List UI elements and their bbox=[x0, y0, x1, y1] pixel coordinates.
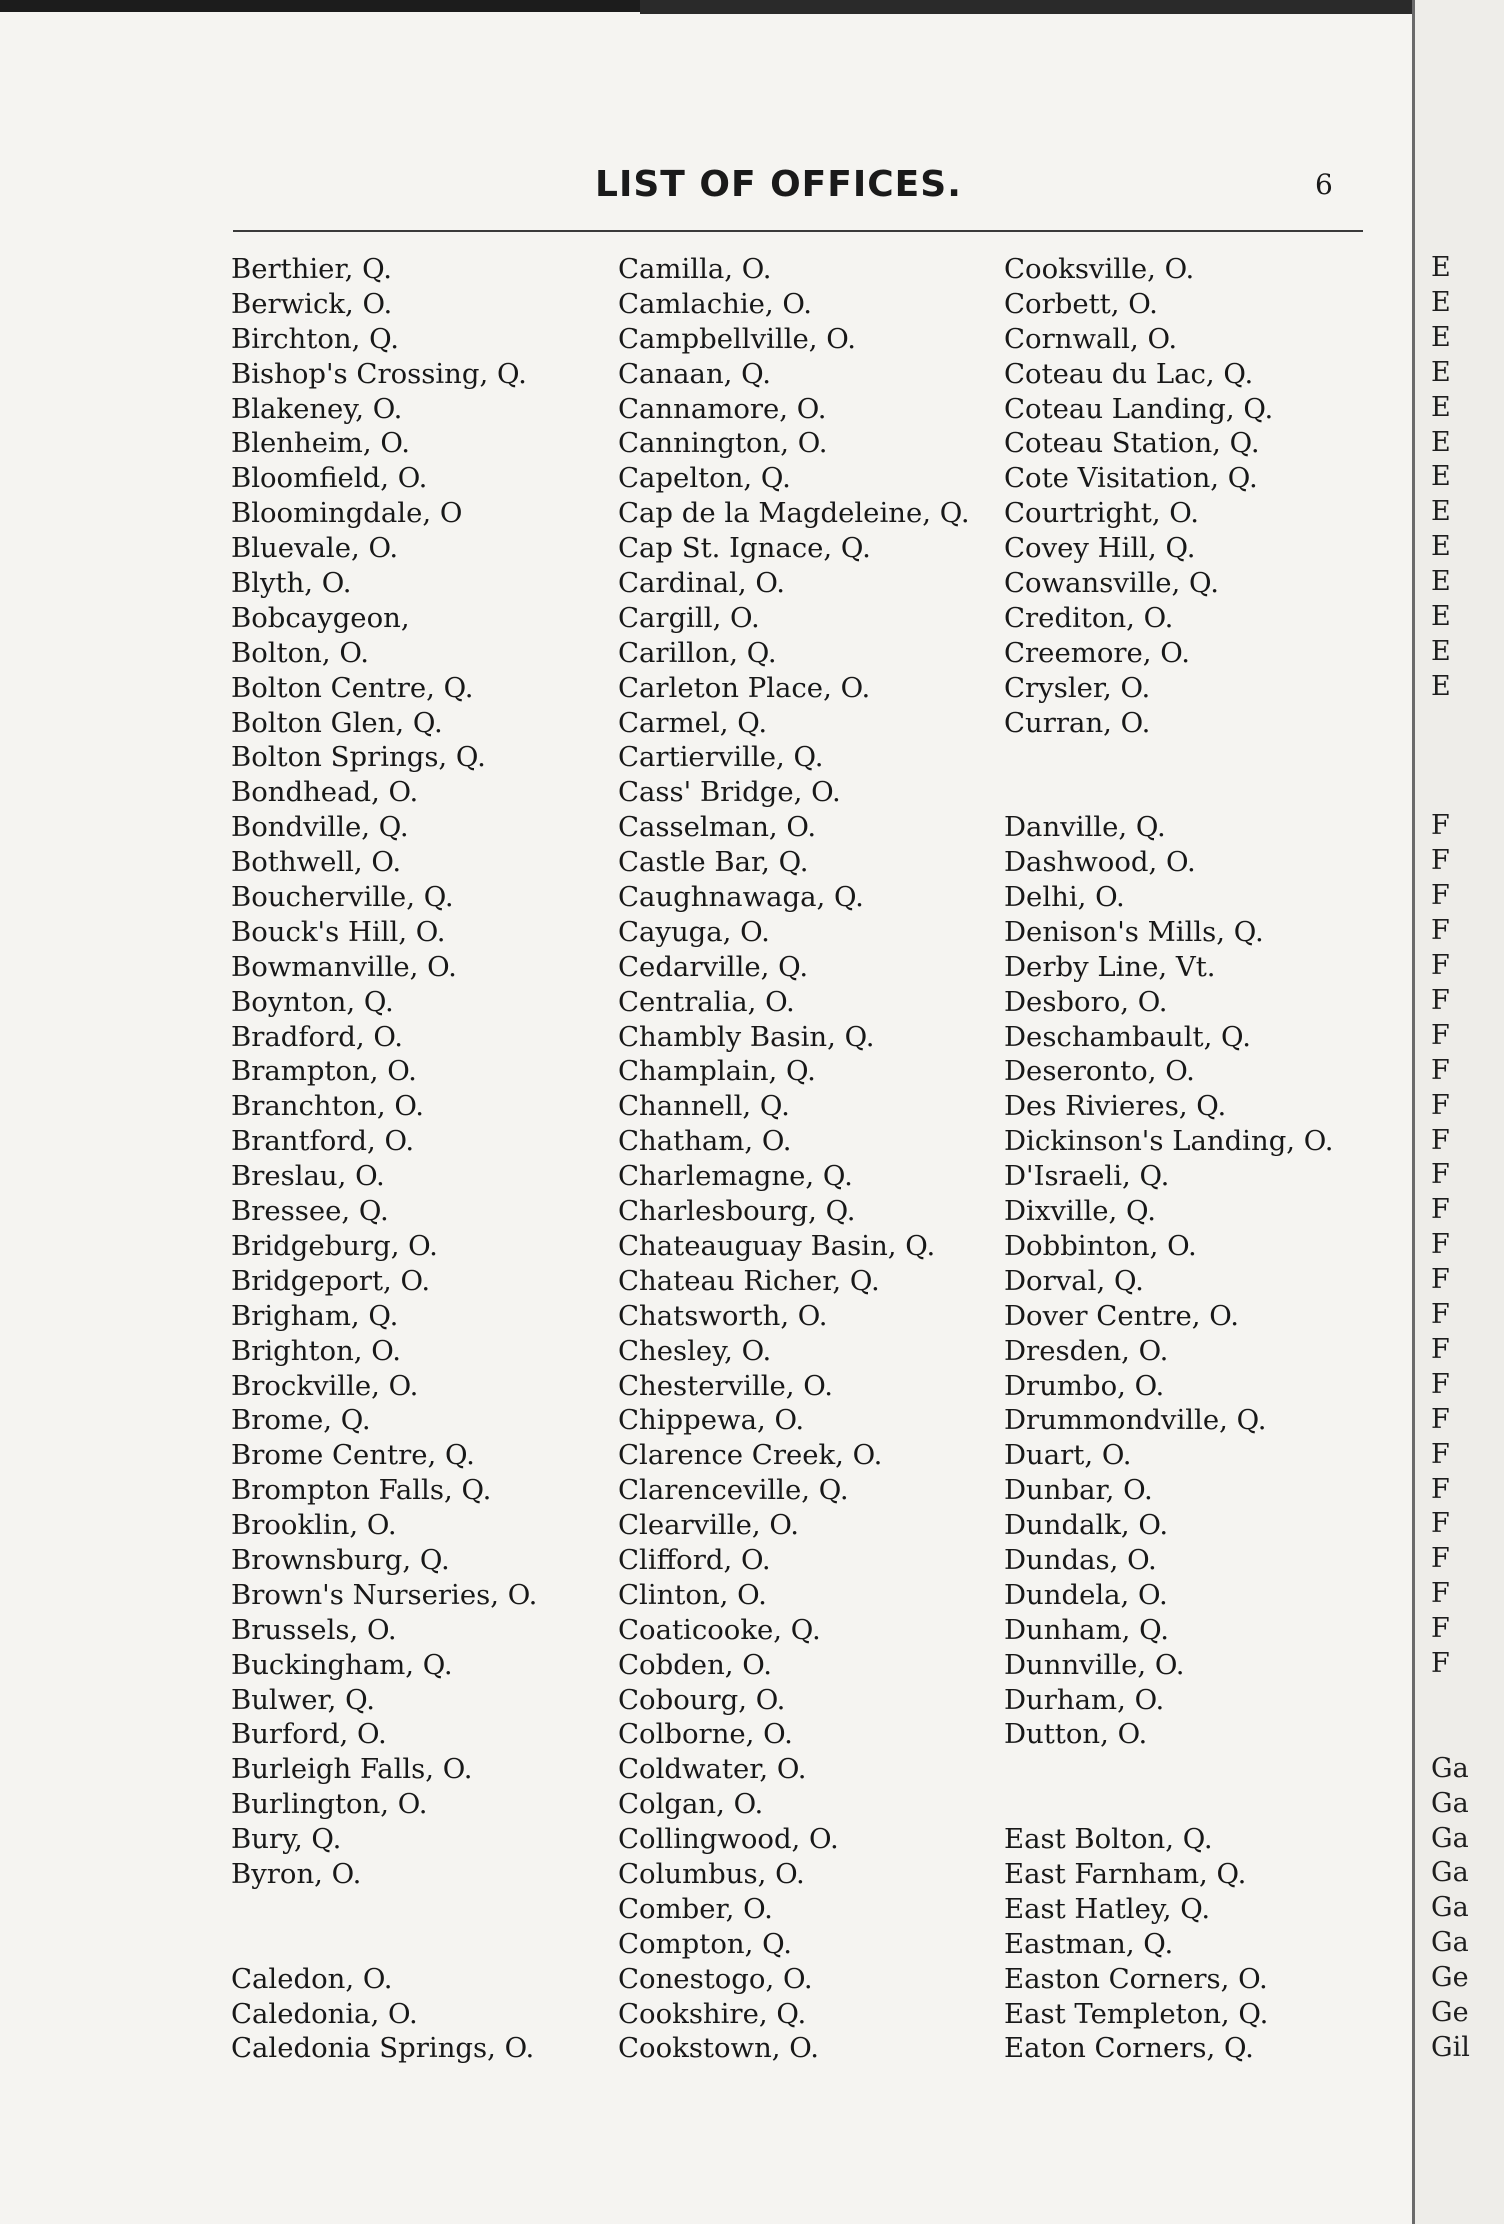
next-page-fragment: E bbox=[1431, 356, 1451, 388]
office-entry: Deseronto, O. bbox=[1004, 1055, 1195, 1088]
office-entry: Chambly Basin, Q. bbox=[618, 1020, 875, 1053]
office-entry: Blyth, O. bbox=[231, 567, 352, 600]
office-entry: Clinton, O. bbox=[618, 1578, 767, 1611]
office-entry: Chateauguay Basin, Q. bbox=[618, 1229, 936, 1262]
next-page-fragment: E bbox=[1431, 531, 1451, 563]
list-spacer bbox=[1004, 1752, 1333, 1787]
office-entry: Compton, Q. bbox=[618, 1927, 792, 1960]
office-entry: Bishop's Crossing, Q. bbox=[231, 357, 527, 390]
office-entry: Bluevale, O. bbox=[231, 532, 399, 565]
next-page-fragment: Ga bbox=[1431, 1927, 1469, 1959]
office-entry: Centralia, O. bbox=[618, 985, 795, 1018]
office-entry: Canaan, Q. bbox=[618, 357, 772, 390]
office-entry: Brownsburg, Q. bbox=[231, 1543, 450, 1576]
office-entry: Boynton, Q. bbox=[231, 985, 394, 1018]
next-page-fragment: Ga bbox=[1431, 1752, 1469, 1784]
office-entry: Dorval, Q. bbox=[1004, 1264, 1144, 1297]
office-entry: Carmel, Q. bbox=[618, 706, 768, 739]
office-entry: Berwick, O. bbox=[231, 287, 393, 320]
office-entry: Chateau Richer, Q. bbox=[618, 1264, 880, 1297]
office-entry: Dundela, O. bbox=[1004, 1578, 1168, 1611]
office-entry: Champlain, Q. bbox=[618, 1055, 816, 1088]
office-entry: Crysler, O. bbox=[1004, 671, 1151, 704]
next-page-fragment: E bbox=[1431, 496, 1451, 528]
office-entry: Bulwer, Q. bbox=[231, 1683, 376, 1716]
office-column-2 bbox=[618, 252, 970, 2066]
office-entry: Cooksville, O. bbox=[1004, 253, 1195, 285]
office-entry: Cowansville, Q. bbox=[1004, 567, 1219, 600]
office-entry: Cornwall, O. bbox=[1004, 322, 1178, 355]
list-spacer bbox=[231, 1892, 537, 1927]
office-entry: Coteau du Lac, Q. bbox=[1004, 357, 1254, 390]
next-page-fragment: F bbox=[1431, 1333, 1450, 1365]
office-entry: Dresden, O. bbox=[1004, 1334, 1169, 1367]
office-column-3 bbox=[1004, 252, 1333, 2066]
next-page-fragment: F bbox=[1431, 1264, 1450, 1296]
next-page-fragment: F bbox=[1431, 1473, 1450, 1505]
office-entry: Breslau, O. bbox=[231, 1160, 385, 1193]
next-page-fragment: F bbox=[1431, 1403, 1450, 1435]
office-entry: Chatham, O. bbox=[618, 1125, 792, 1158]
office-entry: Chesley, O. bbox=[618, 1334, 772, 1367]
office-entry: Comber, O. bbox=[618, 1892, 773, 1925]
binding-shadow bbox=[640, 0, 1412, 14]
office-entry: Courtright, O. bbox=[1004, 497, 1199, 530]
office-entry: Crediton, O. bbox=[1004, 601, 1174, 634]
office-entry: Bridgeport, O. bbox=[231, 1264, 431, 1297]
office-entry: Coaticooke, Q. bbox=[618, 1613, 821, 1646]
office-entry: Bolton Springs, Q. bbox=[231, 741, 486, 774]
office-entry: Cobden, O. bbox=[618, 1648, 772, 1681]
office-entry: East Farnham, Q. bbox=[1004, 1857, 1247, 1890]
office-entry: Dunham, Q. bbox=[1004, 1613, 1170, 1646]
office-entry: Bowmanville, O. bbox=[231, 950, 457, 983]
next-page-fragment: F bbox=[1431, 1089, 1450, 1121]
office-entry: Cartierville, Q. bbox=[618, 741, 824, 774]
header-rule bbox=[233, 230, 1363, 232]
office-entry: Cardinal, O. bbox=[618, 567, 786, 600]
next-page-fragment: E bbox=[1431, 670, 1451, 702]
office-entry: Cass' Bridge, O. bbox=[618, 776, 841, 809]
office-entry: Drumbo, O. bbox=[1004, 1369, 1165, 1402]
office-entry: Dunbar, O. bbox=[1004, 1474, 1153, 1507]
office-entry: Bury, Q. bbox=[231, 1823, 342, 1856]
office-entry: Clarence Creek, O. bbox=[618, 1439, 883, 1472]
office-entry: Caledonia, O. bbox=[231, 1997, 418, 2030]
office-entry: Collingwood, O. bbox=[618, 1823, 839, 1856]
office-entry: Castle Bar, Q. bbox=[618, 846, 809, 879]
office-entry: Bouck's Hill, O. bbox=[231, 915, 446, 948]
office-entry: Burford, O. bbox=[231, 1718, 387, 1751]
office-entry: Drummondville, Q. bbox=[1004, 1404, 1267, 1437]
office-entry: Derby Line, Vt. bbox=[1004, 950, 1216, 983]
office-entry: Blakeney, O. bbox=[231, 392, 403, 425]
office-entry: Boucherville, Q. bbox=[231, 881, 454, 914]
office-entry: Campbellville, O. bbox=[618, 322, 856, 355]
office-entry: Brooklin, O. bbox=[231, 1509, 397, 1542]
next-page-fragment: E bbox=[1431, 566, 1451, 598]
office-entry: Brompton Falls, Q. bbox=[231, 1474, 492, 1507]
office-entry: Deschambault, Q. bbox=[1004, 1020, 1251, 1053]
next-page-fragment: Ge bbox=[1431, 1962, 1469, 1994]
next-page-fragment: F bbox=[1431, 1613, 1450, 1645]
office-entry: Cedarville, Q. bbox=[618, 950, 809, 983]
office-entry: Dundalk, O. bbox=[1004, 1509, 1169, 1542]
office-entry: Brighton, O. bbox=[231, 1334, 401, 1367]
office-entry: Bloomfield, O. bbox=[231, 462, 428, 495]
office-entry: Buckingham, Q. bbox=[231, 1648, 453, 1681]
next-page-fragment: E bbox=[1431, 321, 1451, 353]
next-page-fragment: F bbox=[1431, 915, 1450, 947]
office-entry: Cannington, O. bbox=[618, 427, 828, 460]
office-entry: Cap St. Ignace, Q. bbox=[618, 532, 871, 565]
office-entry: Des Rivieres, Q. bbox=[1004, 1090, 1227, 1123]
list-spacer bbox=[1004, 740, 1333, 775]
office-entry: Camilla, O. bbox=[618, 253, 772, 285]
office-entry: Eaton Corners, Q. bbox=[1004, 2032, 1254, 2065]
office-entry: Delhi, O. bbox=[1004, 881, 1125, 914]
next-page-fragment: Ga bbox=[1431, 1822, 1469, 1854]
next-page-fragment: F bbox=[1431, 1648, 1450, 1679]
next-page-fragment: F bbox=[1431, 1543, 1450, 1575]
office-entry: Dover Centre, O. bbox=[1004, 1299, 1239, 1332]
office-entry: Bridgeburg, O. bbox=[231, 1229, 438, 1262]
office-entry: Carleton Place, O. bbox=[618, 671, 871, 704]
next-page-fragment: F bbox=[1431, 1054, 1450, 1086]
office-entry: Bolton Centre, Q. bbox=[231, 671, 474, 704]
office-entry: Bolton, O. bbox=[231, 636, 370, 669]
office-entry: Cap de la Magdeleine, Q. bbox=[618, 497, 970, 530]
office-entry: Cote Visitation, Q. bbox=[1004, 462, 1258, 495]
next-page-fragment: F bbox=[1431, 810, 1450, 842]
office-entry: Charlesbourg, Q. bbox=[618, 1195, 856, 1228]
office-entry: East Hatley, Q. bbox=[1004, 1892, 1211, 1925]
office-entry: Brantford, O. bbox=[231, 1125, 415, 1158]
office-entry: Bothwell, O. bbox=[231, 846, 402, 879]
office-entry: Dutton, O. bbox=[1004, 1718, 1148, 1751]
office-entry: Colborne, O. bbox=[618, 1718, 793, 1751]
office-entry: Byron, O. bbox=[231, 1857, 362, 1890]
next-page-fragment: F bbox=[1431, 1438, 1450, 1470]
office-entry: Brussels, O. bbox=[231, 1613, 397, 1646]
office-entry: Durham, O. bbox=[1004, 1683, 1165, 1716]
office-entry: Brome Centre, Q. bbox=[231, 1439, 475, 1472]
office-entry: Brown's Nurseries, O. bbox=[231, 1578, 538, 1611]
office-entry: Caledon, O. bbox=[231, 1962, 393, 1995]
list-spacer bbox=[231, 1927, 537, 1962]
next-page-fragment: F bbox=[1431, 1124, 1450, 1156]
next-page-fragment: F bbox=[1431, 1299, 1450, 1330]
office-entry: Branchton, O. bbox=[231, 1090, 425, 1123]
office-entry: Cobourg, O. bbox=[618, 1683, 786, 1716]
office-entry: Bradford, O. bbox=[231, 1020, 403, 1053]
office-entry: Dobbinton, O. bbox=[1004, 1229, 1197, 1262]
list-spacer bbox=[1004, 1787, 1333, 1822]
office-entry: Coteau Landing, Q. bbox=[1004, 392, 1274, 425]
office-entry: Eastman, Q. bbox=[1004, 1927, 1174, 1960]
office-entry: Colgan, O. bbox=[618, 1788, 764, 1821]
next-page-fragment: F bbox=[1431, 845, 1450, 877]
office-entry: Charlemagne, Q. bbox=[618, 1160, 853, 1193]
office-entry: Chesterville, O. bbox=[618, 1369, 833, 1402]
list-spacer bbox=[1004, 775, 1333, 810]
next-page-fragment: F bbox=[1431, 1194, 1450, 1226]
office-entry: Conestogo, O. bbox=[618, 1962, 813, 1995]
office-entry: Caughnawaga, Q. bbox=[618, 881, 864, 914]
office-entry: Dixville, Q. bbox=[1004, 1195, 1156, 1228]
office-entry: Brome, Q. bbox=[231, 1404, 371, 1437]
next-page-fragment: E bbox=[1431, 286, 1451, 318]
office-entry: Cayuga, O. bbox=[618, 915, 770, 948]
next-page-fragment: Ge bbox=[1431, 1997, 1469, 2028]
office-entry: Cookstown, O. bbox=[618, 2032, 819, 2065]
office-entry: Denison's Mills, Q. bbox=[1004, 915, 1264, 948]
next-page-fragment: Ga bbox=[1431, 1892, 1469, 1924]
office-entry: Easton Corners, O. bbox=[1004, 1962, 1268, 1995]
office-entry: Brockville, O. bbox=[231, 1369, 419, 1402]
office-entry: Covey Hill, Q. bbox=[1004, 532, 1196, 565]
office-entry: Creemore, O. bbox=[1004, 636, 1190, 669]
office-entry: Brampton, O. bbox=[231, 1055, 417, 1088]
next-page-fragment: F bbox=[1431, 950, 1450, 981]
office-entry: Bressee, Q. bbox=[231, 1195, 389, 1228]
next-page-fragment: F bbox=[1431, 1019, 1450, 1051]
office-entry: Burlington, O. bbox=[231, 1788, 428, 1821]
office-entry: Caledonia Springs, O. bbox=[231, 2032, 535, 2065]
next-page-fragment: Gil bbox=[1431, 2031, 1470, 2063]
office-entry: Camlachie, O. bbox=[618, 287, 813, 320]
next-page-fragment: Ga bbox=[1431, 1857, 1469, 1889]
office-entry: Bobcaygeon, bbox=[231, 601, 410, 634]
office-entry: Channell, Q. bbox=[618, 1090, 790, 1123]
office-entry: Capelton, Q. bbox=[618, 462, 791, 495]
office-entry: Dundas, O. bbox=[1004, 1543, 1157, 1576]
next-page-fragment: F bbox=[1431, 880, 1450, 912]
office-entry: Brigham, Q. bbox=[231, 1299, 399, 1332]
next-page-edge bbox=[1412, 0, 1504, 2224]
office-entry: Clearville, O. bbox=[618, 1509, 800, 1542]
office-entry: Columbus, O. bbox=[618, 1857, 805, 1890]
office-entry: Cookshire, Q. bbox=[618, 1997, 807, 2030]
office-entry: Birchton, Q. bbox=[231, 322, 399, 355]
office-entry: East Templeton, Q. bbox=[1004, 1997, 1269, 2030]
next-page-fragment: F bbox=[1431, 1578, 1450, 1610]
next-page-fragment: F bbox=[1431, 1508, 1450, 1540]
office-entry: Coldwater, O. bbox=[618, 1753, 807, 1786]
next-page-fragment: E bbox=[1431, 391, 1451, 423]
office-entry: Chippewa, O. bbox=[618, 1404, 805, 1437]
office-column-1 bbox=[231, 252, 537, 2066]
office-entry: Bondhead, O. bbox=[231, 776, 419, 809]
office-entry: Burleigh Falls, O. bbox=[231, 1753, 473, 1786]
page-number: 6 bbox=[1315, 168, 1333, 201]
office-entry: Carillon, Q. bbox=[618, 636, 777, 669]
office-entry: Berthier, Q. bbox=[231, 253, 392, 285]
office-entry: Blenheim, O. bbox=[231, 427, 411, 460]
next-page-fragment: F bbox=[1431, 984, 1450, 1016]
office-entry: Dickinson's Landing, O. bbox=[1004, 1125, 1334, 1158]
office-entry: Cargill, O. bbox=[618, 601, 760, 634]
office-entry: Danville, Q. bbox=[1004, 811, 1166, 844]
office-entry: Bolton Glen, Q. bbox=[231, 706, 443, 739]
next-page-fragment: E bbox=[1431, 426, 1451, 458]
next-page-fragment: E bbox=[1431, 252, 1451, 283]
office-entry: Duart, O. bbox=[1004, 1439, 1132, 1472]
office-entry: D'Israeli, Q. bbox=[1004, 1160, 1170, 1193]
office-entry: Bloomingdale, O bbox=[231, 497, 463, 530]
next-page-fragment: E bbox=[1431, 461, 1451, 493]
office-entry: Coteau Station, Q. bbox=[1004, 427, 1260, 460]
office-entry: Desboro, O. bbox=[1004, 985, 1168, 1018]
office-entry: East Bolton, Q. bbox=[1004, 1823, 1213, 1856]
next-page-fragment: F bbox=[1431, 1229, 1450, 1261]
next-page-fragment: Ga bbox=[1431, 1787, 1469, 1819]
office-entry: Clifford, O. bbox=[618, 1543, 771, 1576]
next-page-fragment: E bbox=[1431, 635, 1451, 667]
next-page-fragment: F bbox=[1431, 1368, 1450, 1400]
next-page-fragment: E bbox=[1431, 601, 1451, 632]
office-entry: Curran, O. bbox=[1004, 706, 1151, 739]
office-entry: Dashwood, O. bbox=[1004, 846, 1196, 879]
office-entry: Dunnville, O. bbox=[1004, 1648, 1185, 1681]
office-entry: Clarenceville, Q. bbox=[618, 1474, 849, 1507]
office-entry: Casselman, O. bbox=[618, 811, 817, 844]
next-page-fragment: F bbox=[1431, 1159, 1450, 1191]
office-entry: Bondville, Q. bbox=[231, 811, 409, 844]
office-entry: Cannamore, O. bbox=[618, 392, 827, 425]
page-title: LIST OF OFFICES. bbox=[595, 164, 962, 205]
office-entry: Corbett, O. bbox=[1004, 287, 1158, 320]
office-entry: Chatsworth, O. bbox=[618, 1299, 828, 1332]
